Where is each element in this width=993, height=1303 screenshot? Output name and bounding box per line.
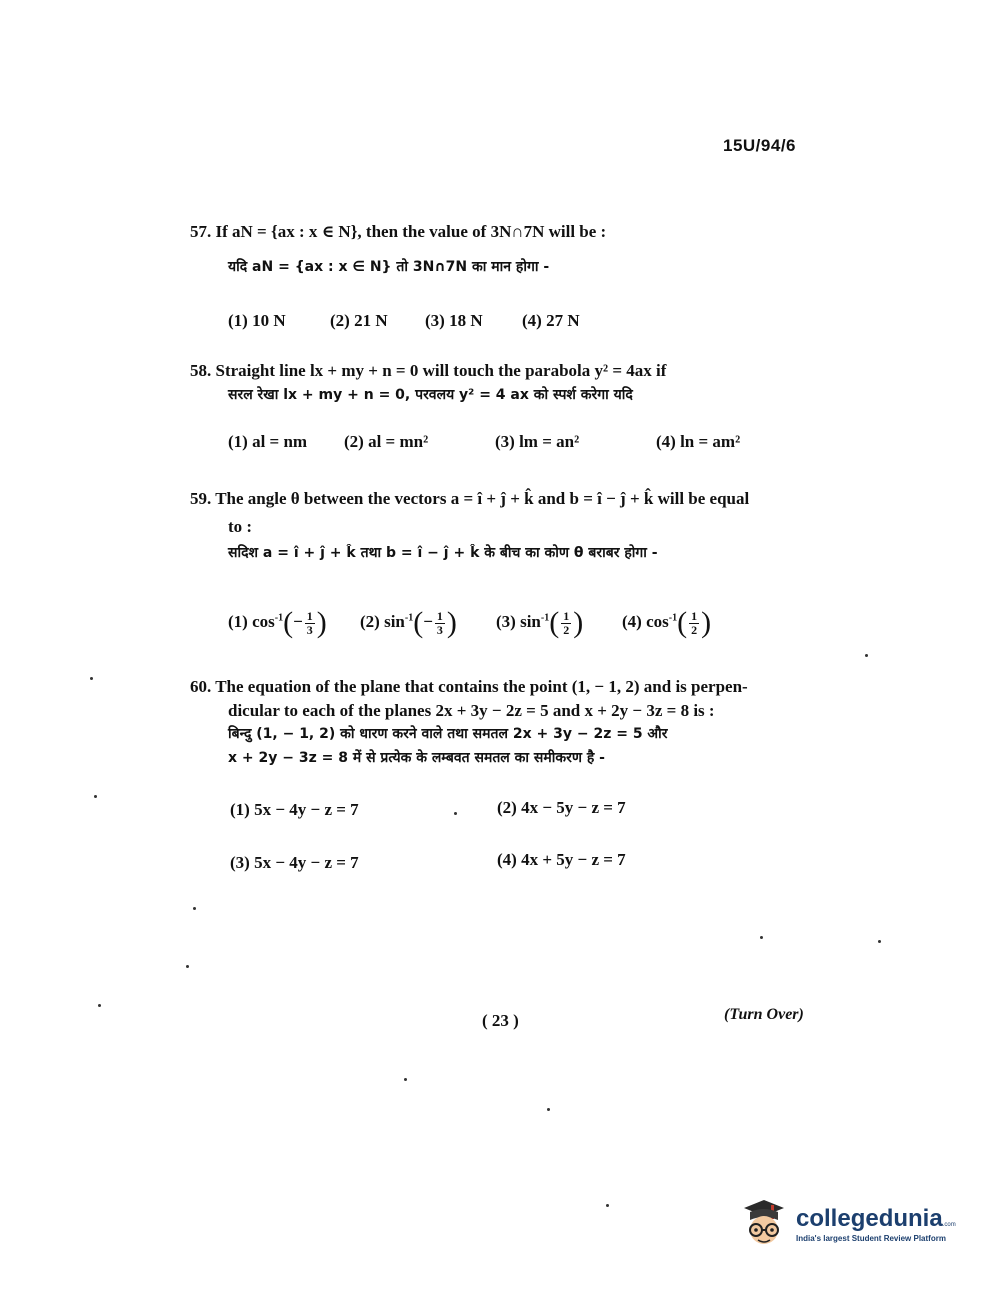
option-3: (3) lm = an²: [495, 432, 580, 451]
scan-speck: [878, 940, 881, 943]
collegedunia-logo: [738, 1198, 956, 1252]
scan-speck: [404, 1078, 407, 1081]
question-number: 59.: [190, 489, 212, 508]
scan-speck: [193, 907, 196, 910]
option-3: (3) $\sin^{-1}$( $\frac{1}{2}$ ): [496, 606, 584, 639]
option-1: (1) 10 N: [228, 311, 286, 330]
fraction: [561, 610, 571, 637]
option-function: (2) sin: [360, 611, 405, 631]
scan-speck: [94, 795, 97, 798]
option-superscript: -1: [540, 612, 550, 624]
scan-speck: [186, 965, 189, 968]
option-superscript: -1: [274, 612, 284, 624]
question-57-hindi: यदि aN = {ax : x ∈ N} तो 3N∩7N का मान होगा -: [228, 259, 550, 275]
option-1: (1) al = nm: [228, 432, 308, 451]
question-text: Straight line lx + my + n = 0 will touch the parabola y² = 4ax if: [215, 361, 667, 380]
option-4: (4) 27 N: [522, 311, 580, 330]
option-1: (1) 5x − 4y − z = 7: [230, 800, 359, 819]
scan-speck: [90, 677, 93, 680]
question-60-hindi-line1: बिन्दु (1, − 1, 2) को धारण करने वाले तथा समतल 2x + 3y − 2z = 5 और: [228, 726, 668, 742]
question-60-line2: dicular to each of the planes 2x + 3y − 2z = 5 and x + 2y − 3z = 8 is :: [228, 701, 715, 720]
numerator: 1: [436, 608, 443, 623]
option-function: (1) cos: [228, 611, 275, 631]
option-function: (3) sin: [496, 611, 541, 631]
question-58: [190, 359, 666, 383]
denominator: 2: [563, 622, 570, 637]
logo-tagline: India's largest Student Review Platform: [796, 1234, 946, 1243]
option-2: (2) $\sin^{-1}(-$ $\frac{1}{3}$ ): [360, 606, 457, 639]
option-superscript: -1: [668, 612, 678, 624]
option-superscript: -1: [404, 612, 414, 624]
option-function: (4) cos: [622, 611, 669, 631]
question-58-hindi: सरल रेखा lx + my + n = 0, परवलय y² = 4 ax को स्पर्श करेगा यदि: [228, 387, 633, 403]
option-4: (4) 4x + 5y − z = 7: [497, 850, 626, 869]
option-4: (4) $\cos^{-1}$( $\frac{1}{2}$ ): [622, 606, 712, 639]
option-2: (2) 4x − 5y − z = 7: [497, 798, 626, 817]
question-text: The equation of the plane that contains the point (1, − 1, 2) and is perpen-: [215, 677, 748, 696]
denominator: 2: [691, 622, 698, 637]
scan-speck: [547, 1108, 550, 1111]
numerator: 1: [306, 608, 313, 623]
page-number: ( 23 ): [482, 1011, 519, 1030]
fraction: [435, 610, 445, 637]
denominator: 3: [436, 622, 443, 637]
question-59-line2: to :: [228, 517, 253, 536]
option-4: (4) ln = am²: [656, 432, 741, 451]
numerator: 1: [691, 608, 698, 623]
fraction: [689, 610, 699, 637]
question-text: If aN = {ax : x ∈ N}, then the value of 3N∩7N will be :: [215, 222, 607, 241]
question-59: [190, 487, 749, 511]
question-57: [190, 220, 606, 244]
option-sign: −: [293, 611, 303, 631]
graduate-mascot-icon: [738, 1198, 790, 1252]
question-number: 60.: [190, 677, 212, 696]
question-text: The angle θ between the vectors a = î + ĵ + k̂ and b = î − ĵ + k̂ will be equal: [215, 489, 750, 508]
question-60: [190, 675, 748, 699]
scan-speck: [865, 654, 868, 657]
logo-name: collegedunia: [796, 1205, 943, 1232]
option-3: (3) 5x − 4y − z = 7: [230, 853, 359, 872]
fraction: [305, 610, 315, 637]
question-number: 57.: [190, 222, 212, 241]
paper-code: 15U/94/6: [723, 136, 796, 155]
option-3: (3) 18 N: [425, 311, 483, 330]
question-60-hindi-line2: x + 2y − 3z = 8 में से प्रत्येक के लम्बवत समतल का समीकरण है -: [228, 750, 605, 766]
question-number: 58.: [190, 361, 212, 380]
numerator: 1: [563, 608, 570, 623]
scan-speck: [606, 1204, 609, 1207]
scan-speck: [98, 1004, 101, 1007]
option-2: (2) al = mn²: [344, 432, 429, 451]
option-2: (2) 21 N: [330, 311, 388, 330]
denominator: 3: [306, 622, 313, 637]
turn-over-label: (Turn Over): [724, 1006, 804, 1023]
scan-speck: [760, 936, 763, 939]
option-sign: −: [423, 611, 433, 631]
scan-speck: [454, 812, 457, 815]
logo-suffix: .com: [942, 1222, 956, 1228]
question-59-hindi: सदिश a = î + ĵ + k̂ तथा b = î − ĵ + k̂ के बीच का कोण θ बराबर होगा -: [228, 545, 658, 561]
option-1: (1) $\cos^{-1}(-$ $\frac{1}{3}$ ): [228, 606, 327, 639]
